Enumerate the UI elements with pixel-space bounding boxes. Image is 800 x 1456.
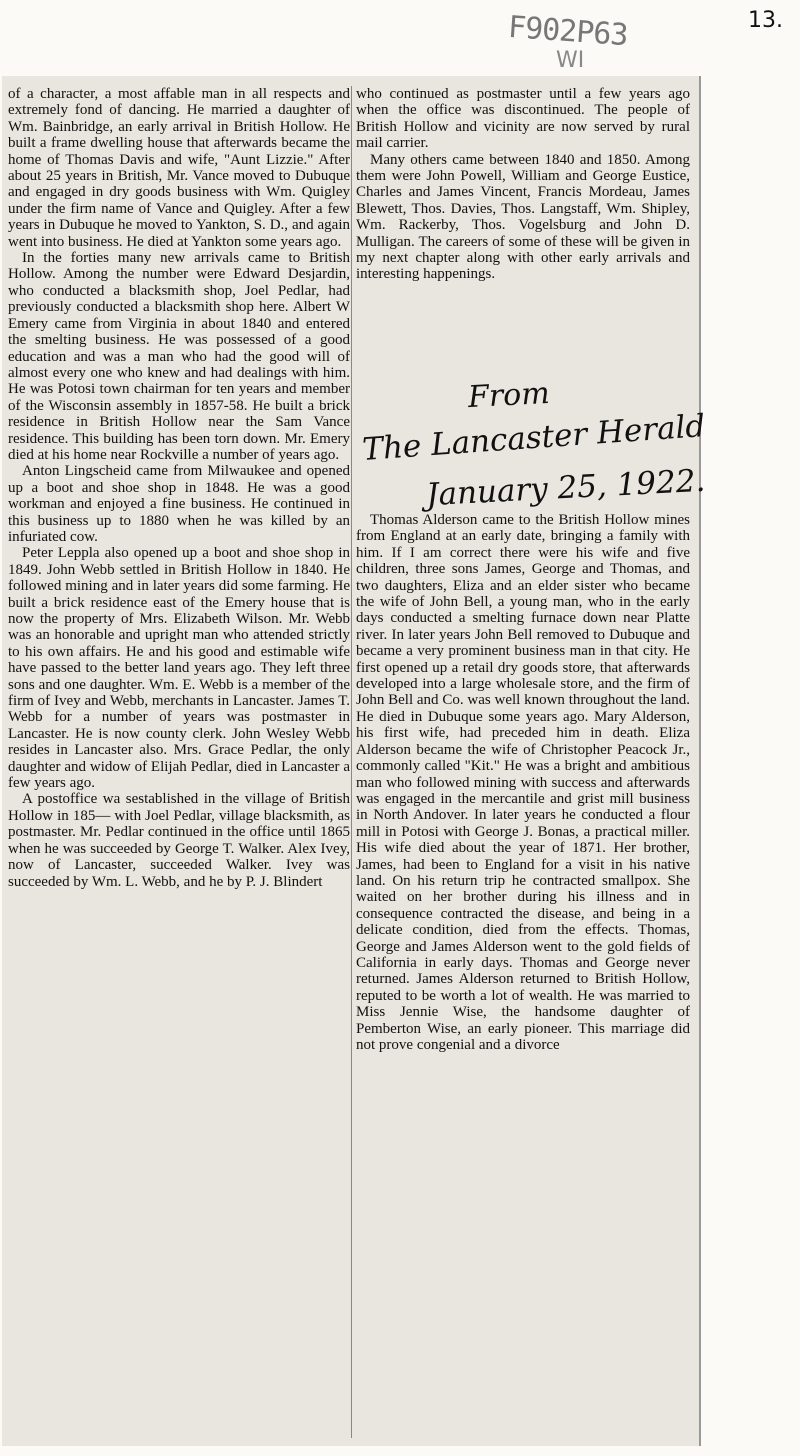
- paragraph: of a character, a most affable man in all respects and extremely fond of dancing. He married a daughter of Wm. Bainbridge, an early arrival in British Hollow. He built a frame dwelling house that afterwards became the home of Thomas Davis and wife, "Aunt Lizzie." After about 25 years in British, Mr. Vance moved to Dubuque and engaged in dry goods business with Wm. Quigley under the firm name of Vance and Quigley. After a few years in Dubuque he moved to Yankton, S. D., and again went into business. He died at Yankton some years ago.: [8, 86, 350, 250]
- article-column-left: [8, 86, 350, 890]
- paragraph: In the forties many new arrivals came to British Hollow. Among the number were Edward Desjardin, who conducted a blacksmith shop, Joel Pedlar, had previously conducted a blacksmith shop here. Albert W Emery came from Virginia in about 1840 and entered the smelting business. He was possessed of a good education and was a man who had the good will of almost every one who knew and had dealings with him. He was Potosi town chairman for ten years and member of the Wisconsin assembly in 1857-58. He built a brick residence in British Hollow near the Sam Vance residence. This building has been torn down. Mr. Emery died at his home near Rockville a number of years ago.: [8, 250, 350, 463]
- column-divider: [351, 86, 352, 1438]
- paragraph: who continued as postmaster until a few years ago when the office was discontinued. The people of British Hollow and vicinity are now served by rural mail carrier.: [356, 86, 690, 152]
- archive-stamp: F902P63: [506, 9, 629, 54]
- paragraph: Anton Lingscheid came from Milwaukee and opened up a boot and shoe shop in 1848. He was a good workman and enjoyed a fine business. He continued in this business up to 1880 when he was killed by an infuriated cow.: [8, 463, 350, 545]
- paragraph: Peter Leppla also opened up a boot and shoe shop in 1849. John Webb settled in British Hollow in 1840. He followed mining and in later years did some farming. He built a brick residence east of the Emery house that is now the property of Mrs. Elizabeth Wilson. Mr. Webb was an honorable and upright man who attended strictly to his own affairs. He and his good and estimable wife have passed to the better land years ago. They left three sons and one daughter. Wm. E. Webb is a member of the firm of Ivey and Webb, merchants in Lancaster. James T. Webb for a number of years was postmaster in Lancaster. He is now county clerk. John Wesley Webb resides in Lancaster also. Mrs. Grace Pedlar, the only daughter and widow of Elijah Pedlar, died in Lancaster a few years ago.: [8, 545, 350, 792]
- archive-stamp-initials: WI: [556, 48, 585, 73]
- handwritten-date: January 25, 1922.: [425, 462, 707, 514]
- paragraph: Thomas Alderson came to the British Hollow mines from England at an early date, bringing a family with him. If I am correct there were his wife and five children, three sons James, George and Thomas, and two daughters, Eliza and an elder sister who became the wife of John Bell, a young man, who in the early days conducted a smelting furnace down near Platte river. In later years John Bell removed to Dubuque and became a very prominent business man in that city. He first opened up a retail dry goods store, that afterwards developed into a large wholesale store, and the firm of John Bell and Co. was well known throughout the land. He died in Dubuque some years ago. Mary Alderson, his first wife, had preceded him in death. Eliza Alderson became the wife of Christopher Peacock Jr., commonly called "Kit." He was a bright and ambitious man who followed mining with success and afterwards was engaged in the mercantile and grist mill business in North Andover. In later years he conducted a flour mill in Potosi with George J. Bonas, a practical miller. His wife died about the year of 1871. Her brother, James, had been to England for a visit in his native land. On his return trip he contracted smallpox. She waited on her brother during his illness and in consequence contracted the disease, and being in a delicate condition, died from the effects. Thomas, George and James Alderson went to the gold fields of California in early days. Thomas and George never returned. James Alderson returned to British Hollow, reputed to be worth a lot of wealth. He was married to Miss Jennie Wise, the handsome daughter of Pemberton Wise, an early pioneer. This marriage did not prove congenial and a divorce: [356, 512, 690, 1053]
- paragraph: Many others came between 1840 and 1850. Among them were John Powell, William and George Eustice, Charles and James Vincent, Francis Mordeau, James Blewett, Thos. Davies, Thos. Langstaff, Wm. Shipley, Wm. Rackerby, Thos. Vogelsburg and John D. Mulligan. The careers of some of these will be given in my next chapter along with other early arrivals and interesting happenings.: [356, 151, 690, 283]
- handwritten-source: The Lancaster Herald: [361, 408, 707, 468]
- article-column-right-bottom: [356, 512, 690, 1053]
- paragraph: A postoffice wa sestablished in the village of British Hollow in 185— with Joel Pedlar, village blacksmith, as postmaster. Mr. Pedlar continued in the office until 1865 when he was succeeded by George T. Walker. Alex Ivey, now of Lancaster, succeeded Walker. Ivey was succeeded by Wm. L. Webb, and he by P. J. Blindert: [8, 791, 350, 890]
- handwritten-from: From: [467, 375, 551, 416]
- article-column-right-top: [356, 86, 690, 283]
- page-number: 13.: [748, 8, 783, 33]
